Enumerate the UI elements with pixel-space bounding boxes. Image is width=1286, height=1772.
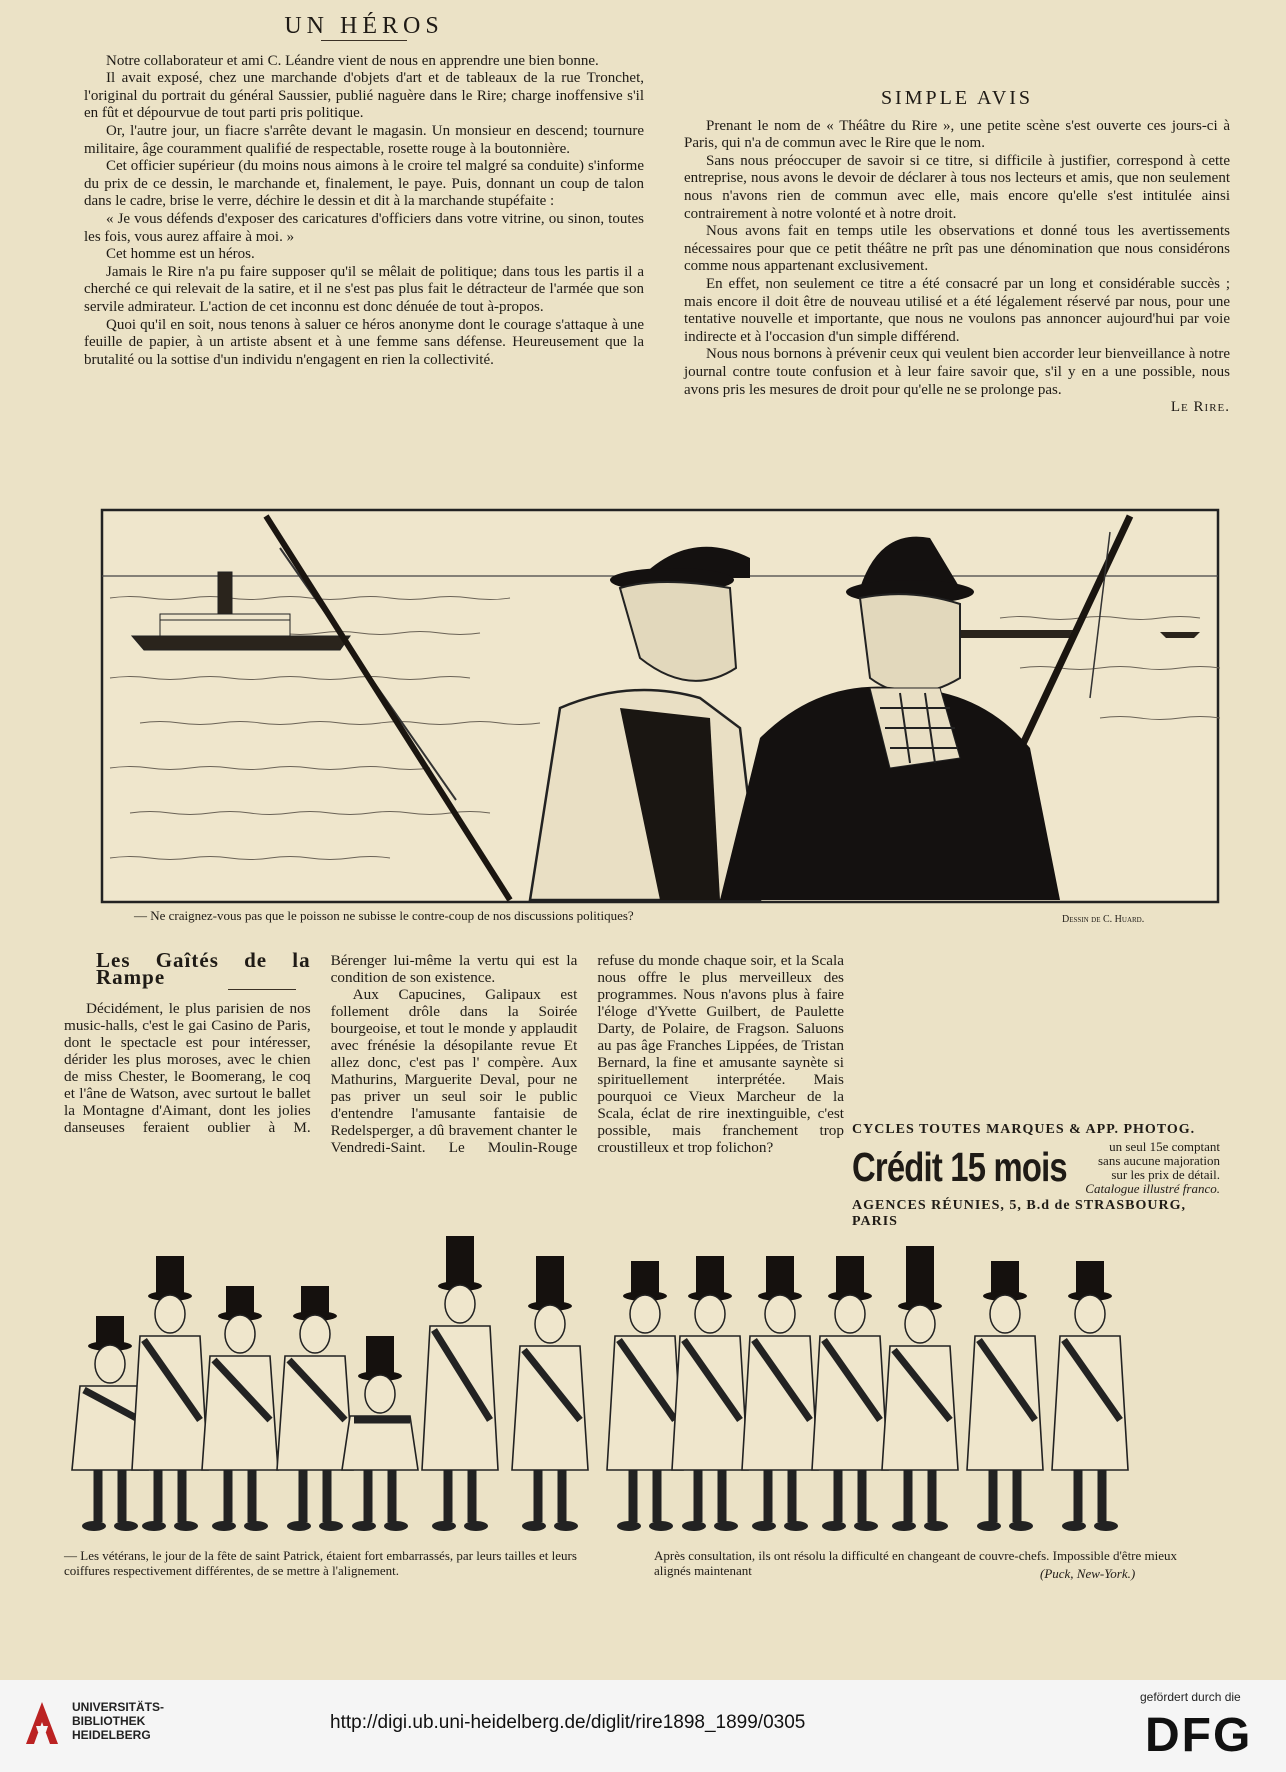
paragraph: Décidément, le plus parisien de nos music-halls, c'est le gai Casino de Paris, dont le spectacle est pour intéresser, dérider les plus moroses, avec le chien de miss Chester, le Boomerang, le coq et l'âne de Watson, avec surtout le ballet la Montagne d'Aimant, dont les jolies danseuses feraient oublier à M. Bérenger lui-même la vertu qui est la condition de son existence. — [64, 952, 578, 1136]
paragraph: Quoi qu'il en soit, nous tenons à saluer ce héros anonyme dont le courage s'attaque à une feuille de papier, à un artiste absent et à une femme sans défense. Heureusement que la brutalité ou la sottise d'un individu n'engagent en rien la collectivité. — [84, 316, 644, 368]
footer-bar — [0, 1680, 1286, 1772]
paragraph: Il avait exposé, chez une marchande d'objets d'art et de tableaux de la rue Tronchet, l'original du portrait du général Saussier, publié naguère dans le Rire; charge inoffensive s'il en fût et dépourvue de tout parti pris politique. — [84, 70, 644, 122]
paragraph: Jamais le Rire n'a pu faire supposer qu'il se mêlait de politique; dans tous les partis il a cherché ce qui relevait de la satire, et il ne s'est pas plus fait le détracteur de l'armée que son servile admirateur. L'action de cet inconnu est donc dénuée de tout à-propos. — [84, 263, 644, 315]
veteran-figure — [1052, 1261, 1128, 1531]
ad-credit-text: Crédit 15 mois — [852, 1144, 1067, 1190]
veteran-figure — [672, 1256, 748, 1531]
paragraph: Cet homme est un héros. — [106, 246, 255, 263]
cartoon-caption: — Ne craignez-vous pas que le poisson ne subisse le contre-coup de nos discussions politiques? — [134, 908, 634, 923]
ad-address: AGENCES RÉUNIES, 5, B.d de STRASBOURG, PARIS — [852, 1198, 1187, 1229]
veteran-figure — [607, 1261, 683, 1531]
article-title: SIMPLE AVIS — [880, 87, 1034, 109]
veterans-caption-right: Après consultation, ils ont résolu la difficulté en changeant de couvre-chefs. Impossible d'être mieux alignés maintenant — [654, 1548, 1178, 1578]
veteran-figure — [882, 1246, 958, 1531]
veterans-source: (Puck, New-York.) — [1040, 1566, 1136, 1581]
paragraph: Nous avons fait en temps utile les observations et donné tous les avertissements nécessaires pour que ce petit théâtre ne prît pas une dénomination que nous considérons comme nous appartenant exclusivement. — [684, 223, 1230, 275]
veteran-figure — [132, 1256, 208, 1531]
fishing-cartoon — [100, 508, 1220, 904]
veteran-figure — [202, 1286, 278, 1531]
paragraph: Prenant le nom de « Théâtre du Rire », une petite scène s'est ouverte ces jours-ci à Paris, qui n'a de commun avec le Rire que le nom. — [684, 117, 1230, 152]
title-rule — [321, 40, 407, 41]
veteran-figure — [422, 1236, 498, 1531]
veteran-figure — [342, 1336, 418, 1531]
paragraph: Nous nous bornons à prévenir ceux qui veulent bien accorder leur bienveillance à notre journal contre toute confusion et à leur faire savoir que, s'il y en a une possible, nous avons pris les mesures de droit pour qu'elle ne se prolonge pas. — [684, 346, 1230, 398]
title-rule — [228, 989, 296, 990]
veteran-figure — [277, 1286, 353, 1531]
ad-terms: un seul 15e comptant sans aucune majoration sur les prix de détail. Catalogue illustré franco. — [1085, 1139, 1220, 1196]
source-url-link[interactable]: http://digi.ub.uni-heidelberg.de/diglit/rire1898_1899/0305 — [330, 1712, 806, 1733]
paragraph: Notre collaborateur et ami C. Léandre vient de nous en apprendre une bien bonne. — [106, 52, 599, 69]
article-title: Les Gaîtés de la Rampe — [96, 948, 311, 989]
article-title: UN HÉROS — [284, 13, 444, 39]
cartoon-credit: Dessin de C. Huard. — [1062, 914, 1145, 925]
paragraph: Sans nous préoccuper de savoir si ce titre, si difficile à justifier, correspond à cette entreprise, nous avons le devoir de déclarer à tous nos lecteurs et amis, que non seulement nous n'avons rien de commun avec elle, mais encore qu'elle s'est intitulée ainsi contrairement à notre volonté et à notre droit. — [684, 152, 1230, 222]
article-un-heros — [84, 13, 644, 369]
ad-headline: CYCLES TOUTES MARQUES & APP. PHOTOG. — [852, 1122, 1196, 1137]
paragraph: Or, l'autre jour, un fiacre s'arrête devant le magasin. Un monsieur en descend; tournure militaire, âge couramment qualifié de respectable, rosette rouge à la boutonnière. — [84, 122, 644, 157]
university-logo-icon — [22, 1698, 62, 1748]
paragraph: Aux Capucines, Galipaux est follement drôle dans la Soirée bourgeoise, et tout le monde y applaudit avec frénésie la désopilante revue Et allez donc, c'est pas l' compère. Aux Mathurins, Marguerite Deval, pour ne pas priver un seul soir le public d'entendre l'amusante fantaisie de Redelsperger, a dû bravement chanter le Vendredi-Saint. Le Moulin-Rouge refuse du monde chaque soir, et la Scala nous offre le plus merveilleux des programmes. Nous n'avons plus à faire l'éloge d'Yvette Guilbert, de Paulette Darty, de Polaire, de Fragson. Saluons au pas âge Franches Lippées, de Tristan Bernard, la fine et amusante saynète si spirituellement interprétée. Mais pourquoi ce Vieux Marcheur de la Scala, éclat de rire inextinguible, c'est possible, mais franchement trop croustilleux et trop folichon? — [330, 952, 844, 1156]
veterans-caption-left: — Les vétérans, le jour de la fête de saint Patrick, étaient fort embarrassés, par leurs tailles et leurs coiffures respectivement différentes, de se mettre à l'alignement. — [64, 1548, 577, 1578]
paragraph: Cet officier supérieur (du moins nous aimons à le croire tel malgré sa conduite) s'informe du prix de ce dessin, le marchande et, finalement, le paye. Puis, donnant un coup de talon dans le cadre, brise le verre, déchire le dessin et dit à la marchande stupéfaite : — [84, 158, 644, 210]
dfg-logo: DFG — [1145, 1709, 1253, 1762]
paragraph: En effet, non seulement ce titre a été consacré par un long et considérable succès ; mais encore il doit être de nouveau utilisé et a été légalement réservé par nous, pour une tentative nouvelle et importante, que nous ne voulons pas annoncer aujourd'hui par voie indirecte et à l'occasion d'un simple différend. — [684, 275, 1230, 345]
article-simple-avis — [684, 86, 1230, 417]
veteran-figure — [512, 1256, 588, 1531]
library-name: UNIVERSITÄTS- BIBLIOTHEK HEIDELBERG — [72, 1700, 165, 1742]
signature: Le Rire. — [1170, 399, 1230, 416]
sponsor-label: gefördert durch die — [1140, 1690, 1241, 1704]
veteran-figure — [812, 1256, 888, 1531]
paragraph: « Je vous défends d'exposer des caricatures d'officiers dans votre vitrine, ou sinon, toutes les fois, vous aurez affaire à moi. » — [84, 210, 644, 245]
veteran-figure — [967, 1261, 1043, 1531]
veteran-figure — [742, 1256, 818, 1531]
veterans-cartoon — [60, 1130, 1220, 1548]
